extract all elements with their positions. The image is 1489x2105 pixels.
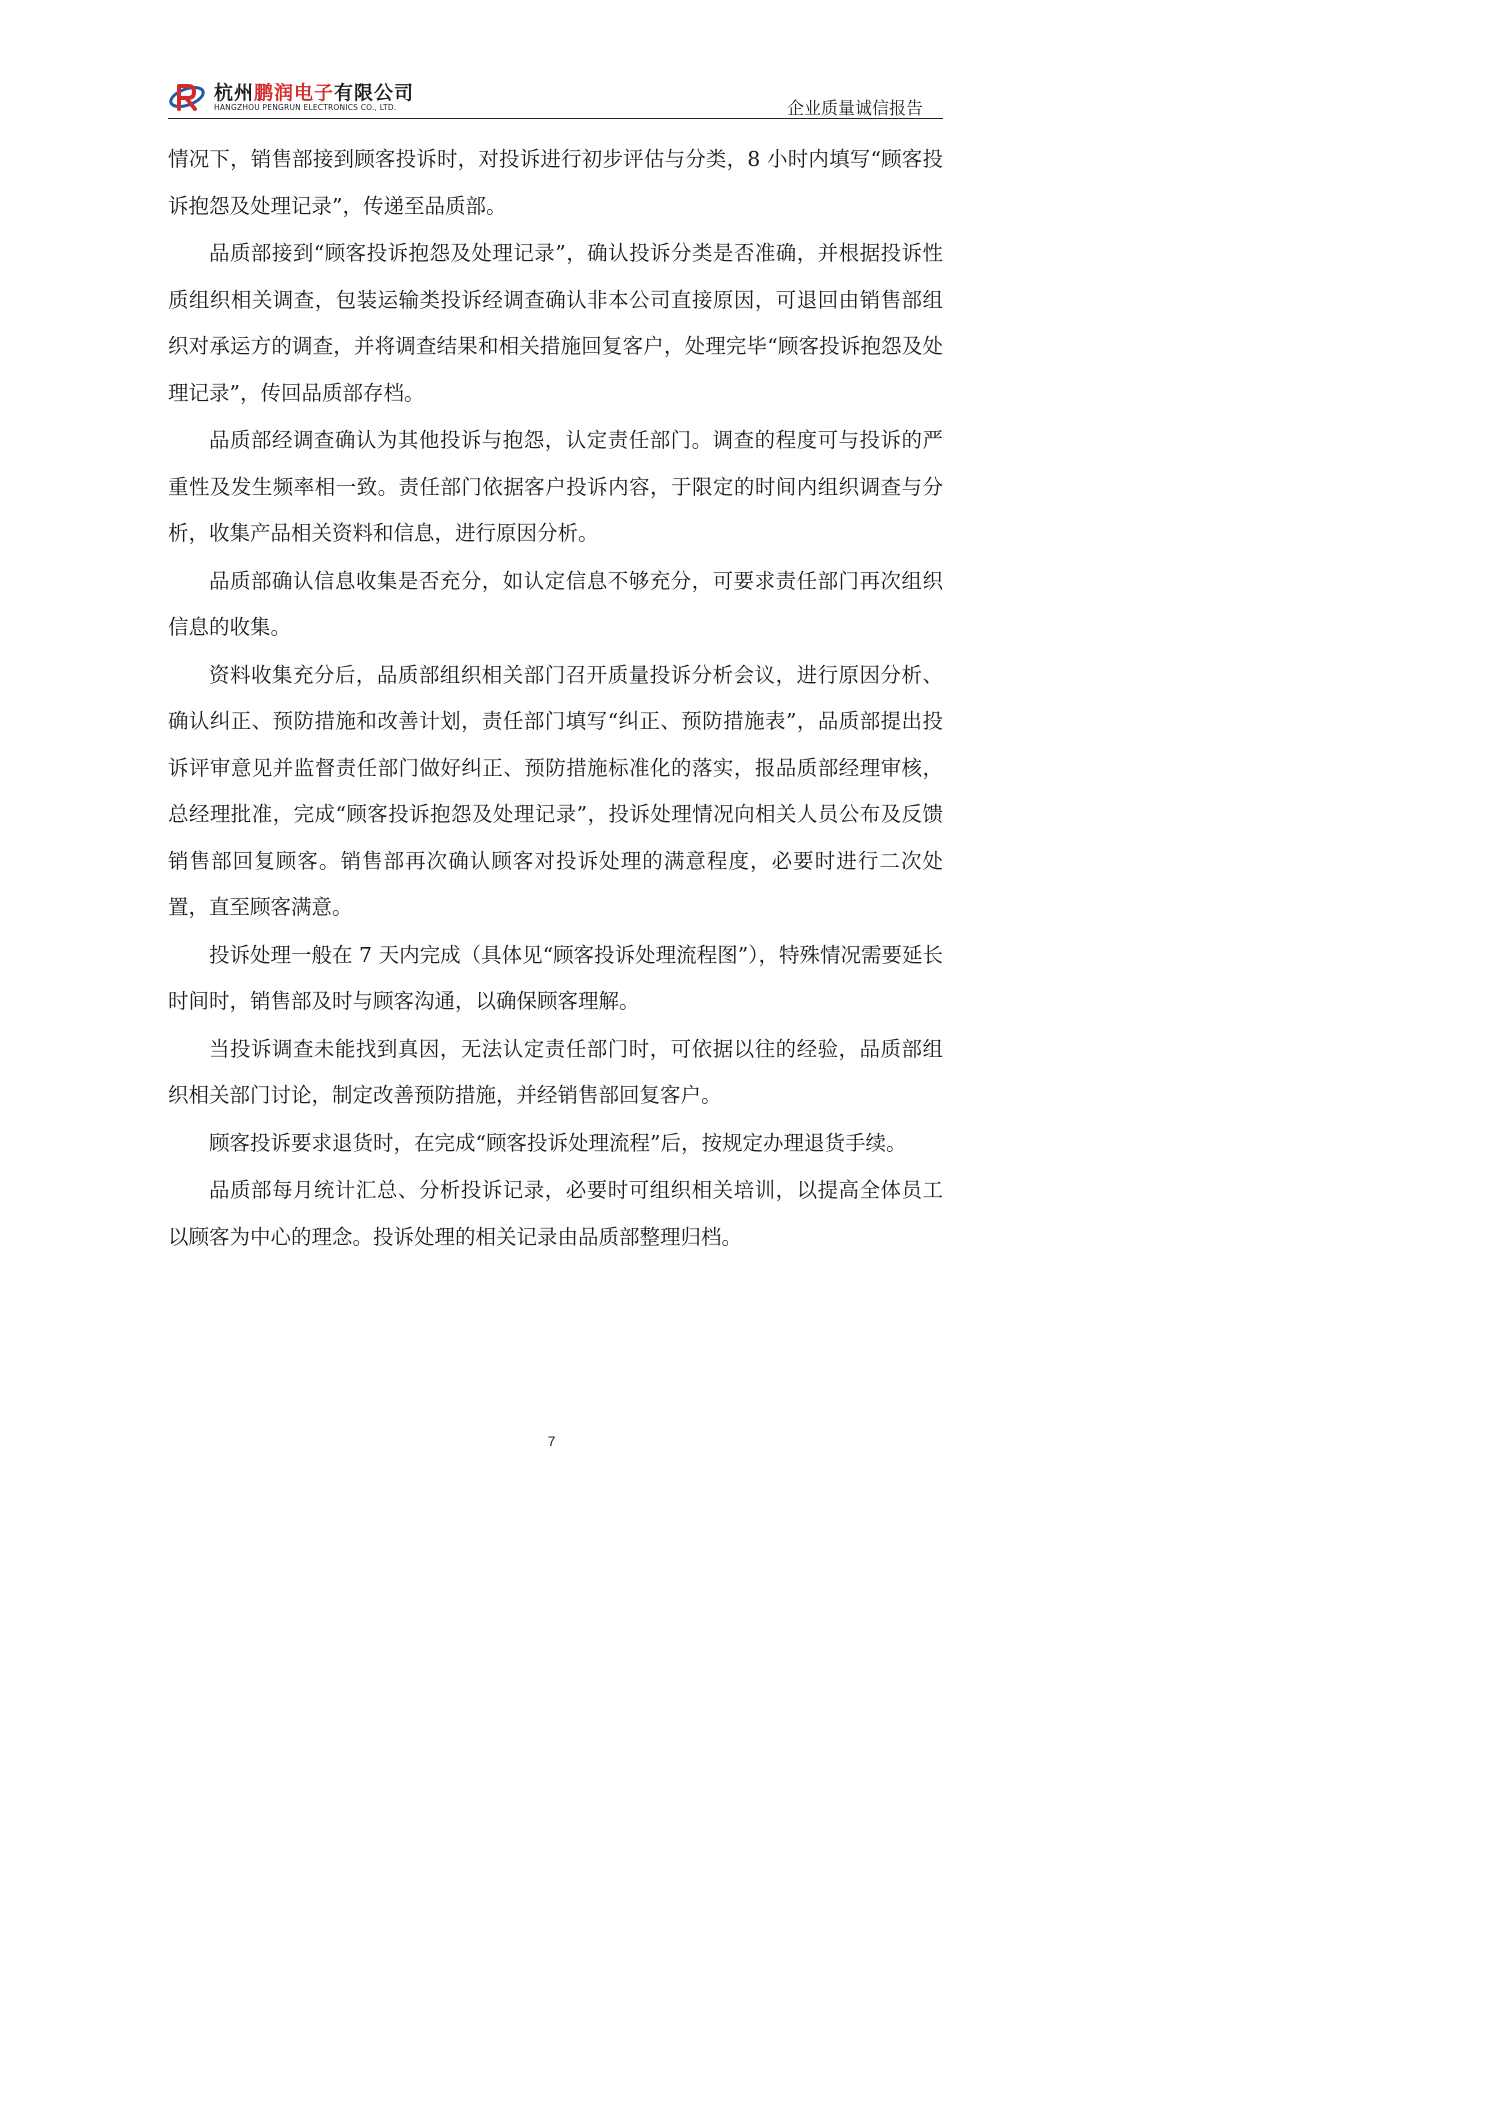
company-name-suffix: 有限公司 xyxy=(334,82,415,104)
page-number: 7 xyxy=(547,1433,556,1449)
company-logo-icon xyxy=(168,80,206,114)
paragraph-6: 投诉处理一般在 7 天内完成（具体见“顾客投诉处理流程图”），特殊情况需要延长时间时，销售部及时与顾客沟通，以确保顾客理解。 xyxy=(168,942,943,1013)
company-name xyxy=(214,78,414,105)
company-name-prefix: 杭州 xyxy=(214,82,255,104)
company-name-english: HANGZHOU PENGRUN ELECTRONICS CO., LTD. xyxy=(214,103,397,112)
document-body xyxy=(168,136,943,1261)
paragraph-9: 品质部每月统计汇总、分析投诉记录，必要时可组织相关培训，以提高全体员工以顾客为中心的理念。投诉处理的相关记录由品质部整理归档。 xyxy=(168,1178,943,1249)
paragraph-4: 品质部确认信息收集是否充分，如认定信息不够充分，可要求责任部门再次组织信息的收集。 xyxy=(168,568,943,639)
paragraph-5: 资料收集充分后，品质部组织相关部门召开质量投诉分析会议，进行原因分析、确认纠正、预防措施和改善计划，责任部门填写“纠正、预防措施表”，品质部提出投诉评审意见并监督责任部门做好纠正、预防措施标准化的落实，报品质部经理审核，总经理批准，完成“顾客投诉抱怨及处理记录”，投诉处理情况向相关人员公布及反馈销售部回复顾客。销售部再次确认顾客对投诉处理的满意程度，必要时进行二次处置，直至顾客满意。 xyxy=(168,662,943,919)
report-title: 企业质量诚信报告 xyxy=(787,99,923,119)
paragraph-1: 情况下，销售部接到顾客投诉时，对投诉进行初步评估与分类，8 小时内填写“顾客投诉抱怨及处理记录”，传递至品质部。 xyxy=(168,147,943,218)
paragraph-8: 顾客投诉要求退货时，在完成“顾客投诉处理流程”后，按规定办理退货手续。 xyxy=(209,1130,907,1155)
paragraph-2: 品质部接到“顾客投诉抱怨及处理记录”，确认投诉分类是否准确，并根据投诉性质组织相关调查，包装运输类投诉经调查确认非本公司直接原因，可退回由销售部组织对承运方的调查，并将调查结果和相关措施回复客户，处理完毕“顾客投诉抱怨及处理记录”，传回品质部存档。 xyxy=(168,241,943,405)
paragraph-3: 品质部经调查确认为其他投诉与抱怨，认定责任部门。调查的程度可与投诉的严重性及发生频率相一致。责任部门依据客户投诉内容，于限定的时间内组织调查与分析，收集产品相关资料和信息，进行原因分析。 xyxy=(168,428,943,545)
paragraph-7: 当投诉调查未能找到真因，无法认定责任部门时，可依据以往的经验，品质部组织相关部门讨论，制定改善预防措施，并经销售部回复客户。 xyxy=(168,1036,943,1107)
company-name-accent: 鹏润电子 xyxy=(254,82,335,104)
page-header xyxy=(168,78,943,119)
